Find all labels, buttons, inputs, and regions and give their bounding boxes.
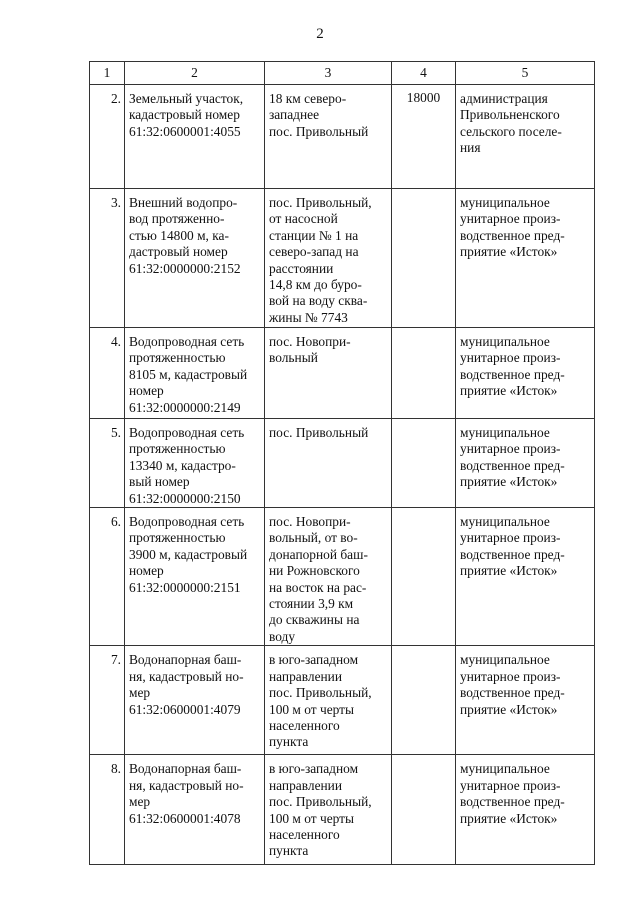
rights-holder: муниципальное унитарное произ- водственное пред- приятие «Исток» (460, 425, 565, 490)
row-number: 4. (90, 328, 125, 419)
row-number: 7. (90, 646, 125, 755)
object-location: пос. Привольный (269, 425, 369, 440)
object-name: Водопроводная сеть протяженностью 3900 м, кадастровый номер 61:32:0000000:2151 (129, 514, 248, 595)
table-row (90, 419, 595, 508)
rights-holder: муниципальное унитарное произ- водственное пред- приятие «Исток» (460, 652, 565, 717)
object-area (392, 419, 456, 508)
table-row (90, 508, 595, 646)
rights-holder: муниципальное унитарное произ- водственное пред- приятие «Исток» (460, 334, 565, 399)
table-row (90, 328, 595, 419)
column-header: 2 (125, 62, 265, 85)
rights-holder: муниципальное унитарное произ- водственное пред- приятие «Исток» (460, 195, 565, 260)
rights-holder: администрация Привольненского сельского поселе- ния (460, 91, 562, 156)
object-area (392, 328, 456, 419)
row-number: 5. (90, 419, 125, 508)
table-row (90, 85, 595, 189)
column-header: 3 (265, 62, 392, 85)
property-registry-table (89, 61, 595, 865)
object-location: пос. Новопри- вольный (269, 334, 351, 366)
object-area: 18000 (392, 85, 456, 189)
column-header: 4 (392, 62, 456, 85)
object-area (392, 189, 456, 328)
object-name: Земельный участок, кадастровый номер 61:32:0600001:4055 (129, 91, 244, 139)
object-area (392, 508, 456, 646)
table-row (90, 189, 595, 328)
column-header: 1 (90, 62, 125, 85)
object-location: пос. Новопри- вольный, от во- донапорной баш- ни Рожновского на восток на рас- стоянии 3,9 км до скважины на воду (269, 514, 368, 644)
row-number: 3. (90, 189, 125, 328)
table-row (90, 646, 595, 755)
object-name: Водопроводная сеть протяженностью 8105 м, кадастровый номер 61:32:0000000:2149 (129, 334, 248, 415)
object-location: в юго-западном направлении пос. Привольный, 100 м от черты населенного пункта (269, 761, 372, 859)
row-number: 8. (90, 755, 125, 865)
object-location: 18 км северо- западнее пос. Привольный (269, 91, 369, 139)
object-name: Водопроводная сеть протяженностью 13340 м, кадастро- вый номер 61:32:0000000:2150 (129, 425, 245, 506)
page-number: 2 (316, 26, 324, 42)
object-name: Водонапорная баш- ня, кадастровый но- мер 61:32:0600001:4079 (129, 652, 244, 717)
rights-holder: муниципальное унитарное произ- водственное пред- приятие «Исток» (460, 514, 565, 579)
row-number: 6. (90, 508, 125, 646)
column-header: 5 (456, 62, 595, 85)
object-location: в юго-западном направлении пос. Привольный, 100 м от черты населенного пункта (269, 652, 372, 750)
object-location: пос. Привольный, от насосной станции № 1 на северо-запад на расстоянии 14,8 км до буро- вой на воду сква- жины № 7743 (269, 195, 372, 325)
object-name: Внешний водопро- вод протяженно- стью 14800 м, ка- дастровый номер 61:32:0000000:2152 (129, 195, 241, 276)
row-number: 2. (90, 85, 125, 189)
table-header-row (90, 62, 595, 85)
object-area (392, 646, 456, 755)
object-name: Водонапорная баш- ня, кадастровый но- мер 61:32:0600001:4078 (129, 761, 244, 826)
table-row (90, 755, 595, 865)
rights-holder: муниципальное унитарное произ- водственное пред- приятие «Исток» (460, 761, 565, 826)
object-area (392, 755, 456, 865)
